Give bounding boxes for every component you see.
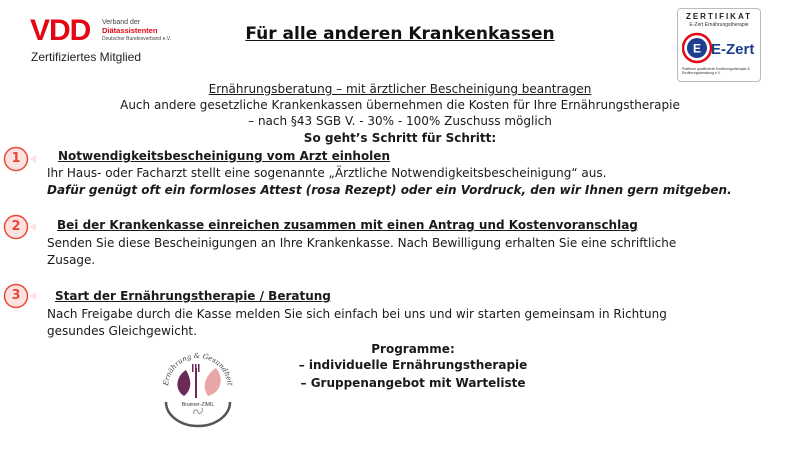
- certificate-heading: ZERTIFIKAT: [685, 12, 753, 21]
- vdd-logo-mark: VDD: [30, 14, 91, 47]
- certificate-logo-text: E-Zert: [711, 41, 755, 58]
- svg-text:Ernährung & Gesundheit: [162, 352, 234, 387]
- step-2-badge: [3, 214, 37, 240]
- programs-heading: Programme:: [371, 342, 455, 356]
- vdd-org-line3: Deutscher Bundesverband e.V.: [102, 36, 172, 42]
- step-2-number: 2: [11, 219, 21, 234]
- steps-heading: So geht’s Schritt für Schritt:: [303, 131, 497, 145]
- program-item-group: – Gruppenangebot mit Warteliste: [300, 376, 526, 390]
- step-2-text-line1: Senden Sie diese Bescheinigungen an Ihre Krankenkasse. Nach Bewilligung erhalten Sie eine schriftliche: [47, 236, 677, 250]
- page-title: Für alle anderen Krankenkassen: [245, 24, 555, 44]
- certificate-badge: [677, 8, 761, 82]
- certificate-footer: Plattform qualifizierte Ernährungstherapie & Ernährungsberatung e.V.: [682, 67, 750, 75]
- step-1-text: Ihr Haus- oder Facharzt stellt eine sogenannte „Ärztliche Notwendigkeitsbescheinigung“ aus.: [47, 166, 607, 180]
- vdd-org-line1: Verband der: [102, 19, 141, 26]
- vdd-org-line2: Diätassistenten: [102, 26, 158, 35]
- step-1-note: Dafür genügt oft ein formloses Attest (rosa Rezept) oder ein Vordruck, den wir Ihnen gern mitgeben.: [47, 183, 732, 197]
- step-3-badge: [3, 283, 37, 309]
- intro-line1: Auch andere gesetzliche Krankenkassen übernehmen die Kosten für Ihre Ernährungstherapie: [120, 98, 680, 112]
- intro-heading: Ernährungsberatung – mit ärztlicher Bescheinigung beantragen: [208, 82, 592, 96]
- member-label: Zertifiziertes Mitglied: [31, 50, 142, 64]
- nutrition-health-logo-icon: [158, 350, 238, 432]
- step-1-badge: [3, 146, 37, 172]
- logo-name-text: Brunner-ZIMIL: [181, 402, 215, 408]
- step-2-title: Bei der Krankenkasse einreichen zusammen mit einen Antrag und Kostenvoranschlag: [57, 218, 638, 232]
- step-3-text-line2: gesundes Gleichgewicht.: [47, 324, 197, 338]
- ezert-logo-icon: [682, 31, 756, 65]
- program-item-individual: – individuelle Ernährungstherapie: [298, 358, 528, 372]
- step-1-title: Notwendigkeitsbescheinigung vom Arzt einholen: [58, 149, 390, 163]
- step-3-text-line1: Nach Freigabe durch die Kasse melden Sie sich einfach bei uns und wir starten gemeinsam in Richtung: [47, 307, 667, 321]
- intro-line2: – nach §43 SGB V. - 30% - 100% Zuschuss möglich: [248, 114, 552, 128]
- step-1-number: 1: [11, 151, 21, 166]
- certificate-subheading: E-Zert Ernährungstherapie: [689, 22, 749, 28]
- step-2-text-line2: Zusage.: [47, 253, 96, 267]
- step-3-title: Start der Ernährungstherapie / Beratung: [55, 289, 331, 303]
- logo-arc-text: Ernährung & Gesundheit: [162, 351, 234, 387]
- step-3-number: 3: [11, 288, 21, 303]
- svg-text:E: E: [692, 41, 702, 56]
